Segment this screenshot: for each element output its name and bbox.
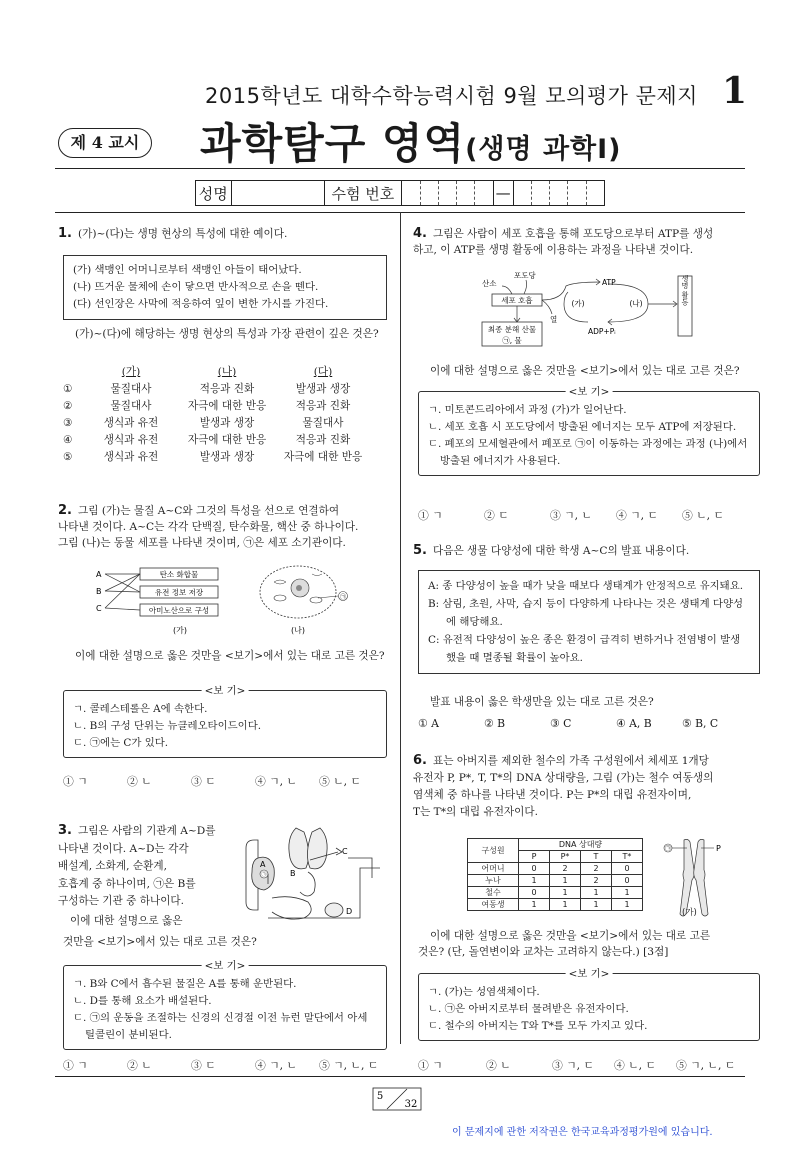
q2-fig-a: (가) — [173, 626, 187, 635]
exam-digit[interactable] — [402, 181, 420, 205]
option-cell: 적응과 진화 — [295, 434, 351, 446]
q6-bogi-box — [418, 968, 760, 1041]
option-mark: ① — [63, 383, 73, 395]
bogi-item: ㄱ. B와 C에서 흡수된 물질은 A를 통해 운반된다. — [73, 978, 297, 990]
q3-question: 이에 대한 설명으로 옳은 — [70, 914, 183, 927]
q4-na: (나) — [629, 299, 643, 308]
table-col-header: P — [519, 851, 550, 863]
q4-stem: 그림은 사람이 세포 호흡을 통해 포도당으로부터 ATP를 생성 — [432, 228, 714, 240]
q2-figure — [92, 560, 358, 638]
answer-choice[interactable]: ④ ㄱ, ㄷ — [616, 509, 658, 522]
q5-choices — [418, 717, 758, 730]
q3-question-2: 것만을 <보기>에서 있는 대로 고른 것은? — [63, 936, 257, 948]
q1-option-row[interactable] — [63, 415, 373, 432]
option-cell: 자극에 대한 반응 — [187, 400, 267, 412]
q1-header: (나) — [217, 366, 237, 378]
option-cell: 발생과 생장 — [295, 383, 351, 395]
q2-prop: 아미노산으로 구성 — [148, 606, 210, 615]
option-cell: 자극에 대한 반응 — [187, 434, 267, 446]
exam-digit[interactable] — [457, 181, 475, 205]
q2-question: 이에 대한 설명으로 옳은 것만을 <보기>에서 있는 대로 고른 것은? — [75, 650, 385, 662]
answer-choice[interactable]: ④ ㄱ, ㄴ — [255, 1059, 297, 1072]
question-4 — [413, 226, 753, 258]
answer-choice[interactable]: ② ㄴ — [486, 1059, 511, 1072]
q4-life: 생명 활동 — [681, 274, 689, 306]
question-1 — [58, 226, 388, 242]
q2-fig-b: (나) — [291, 626, 305, 635]
q2-number: 2. — [58, 503, 72, 518]
table-header: DNA 상대량 — [519, 839, 643, 851]
table-cell: 1 — [612, 899, 643, 911]
q4-glucose: 포도당 — [514, 271, 536, 280]
q3-organ-figure — [238, 818, 388, 928]
answer-choice[interactable]: ② ㄷ — [484, 509, 509, 522]
question-2 — [58, 503, 388, 551]
header-divider — [55, 168, 745, 169]
option-cell: 발생과 생장 — [199, 451, 255, 463]
q2-label-b: B — [96, 587, 102, 596]
subject-sub: (생명 과학Ⅰ) — [465, 134, 622, 165]
answer-choice[interactable]: ③ C — [550, 717, 572, 730]
option-cell: 물질대사 — [110, 400, 152, 412]
answer-choice[interactable]: ② ㄴ — [127, 775, 152, 788]
q2-stem: 그림 (나)는 동물 세포를 나타낸 것이며, ㉠은 세포 소기관이다. — [58, 537, 346, 549]
table-cell: 어머니 — [468, 863, 519, 875]
table-row — [468, 887, 643, 899]
bogi-item: ㄷ. ㉠의 운동을 조절하는 신경의 신경절 이전 뉴런 말단에서 아세틸콜린이 분비된다. — [73, 1012, 368, 1041]
q4-resp: 세포 호흡 — [501, 296, 533, 305]
answer-choice[interactable]: ② B — [484, 717, 506, 730]
question-5 — [413, 543, 753, 559]
q1-options-header — [63, 364, 373, 381]
q1-example: (나) 뜨거운 물체에 손이 닿으면 반사적으로 손을 뗀다. — [73, 281, 319, 293]
name-field[interactable] — [232, 181, 325, 205]
q6-question-line: 것은? (단, 돌연변이와 교차는 고려하지 않는다.) [3점] — [418, 946, 669, 958]
q4-figure — [478, 270, 708, 354]
option-mark: ⑤ — [63, 451, 73, 463]
table-cell: 1 — [581, 899, 612, 911]
option-cell: 물질대사 — [110, 383, 152, 395]
answer-choice[interactable]: ① ㄱ — [418, 509, 443, 522]
q1-options-table — [63, 364, 373, 466]
table-cell: 1 — [550, 887, 581, 899]
q6-stem: 표는 아버지를 제외한 철수의 가족 구성원에서 체세포 1개당 — [432, 755, 709, 767]
q3-bogi-box — [63, 960, 387, 1050]
q3-label-d: D — [346, 907, 353, 916]
question-6 — [413, 752, 753, 821]
option-mark: ② — [63, 400, 73, 412]
q6-stem: T는 T*의 대립 유전자이다. — [413, 806, 538, 818]
answer-choice[interactable]: ③ ㄱ, ㄴ — [550, 509, 592, 522]
q4-choices — [418, 508, 758, 523]
table-cell: 철수 — [468, 887, 519, 899]
answer-choice[interactable]: ③ ㄱ, ㄷ — [552, 1059, 594, 1072]
subject-title — [200, 111, 622, 171]
option-mark: ④ — [63, 434, 73, 446]
exam-digit[interactable] — [439, 181, 457, 205]
exam-no-label: 수험 번호 — [325, 181, 403, 205]
answer-choice[interactable]: ⑤ ㄱ, ㄴ, ㄷ — [676, 1059, 736, 1072]
exam-digit[interactable] — [568, 181, 586, 205]
question-3 — [58, 822, 238, 930]
table-cell: 0 — [612, 875, 643, 887]
option-mark: ③ — [63, 417, 73, 429]
answer-choice[interactable]: ⑤ B, C — [682, 717, 719, 730]
q4-atp: ATP — [602, 278, 616, 287]
answer-choice[interactable]: ⑤ ㄴ, ㄷ — [319, 775, 361, 788]
q4-bogi-box — [418, 386, 760, 476]
q1-header: (다) — [313, 366, 333, 378]
q3-label-b: B — [290, 869, 296, 878]
bogi-item: ㄱ. 콜레스테롤은 A에 속한다. — [73, 703, 208, 715]
footer-divider — [55, 1076, 745, 1077]
option-cell: 물질대사 — [302, 417, 344, 429]
bogi-item: ㄱ. (가)는 성염색체이다. — [428, 986, 540, 998]
bogi-title: <보 기> — [202, 958, 249, 975]
column-divider — [400, 212, 401, 1044]
q3-choices — [63, 1058, 393, 1073]
bogi-item: ㄴ. ㉠은 아버지로부터 물려받은 유전자이다. — [428, 1003, 629, 1015]
bogi-item: ㄷ. ㉠에는 C가 있다. — [73, 737, 169, 749]
q6-fig-label: (가) — [682, 908, 697, 918]
answer-choice[interactable]: ③ ㄷ — [191, 775, 216, 788]
answer-choice[interactable]: ① ㄱ — [418, 1059, 443, 1072]
q3-stem: 호흡계 중 하나이며, ㉠은 B를 — [58, 877, 196, 890]
table-cell: 0 — [519, 887, 550, 899]
table-cell: 2 — [581, 863, 612, 875]
page-number: 1 — [722, 70, 748, 112]
q4-stem: 하고, 이 ATP를 생명 활동에 이용하는 과정을 나타낸 것이다. — [413, 244, 694, 256]
bogi-title: <보 기> — [566, 966, 613, 983]
q3-stem: 그림은 사람의 기관계 A~D를 — [77, 825, 216, 837]
bogi-title: <보 기> — [202, 683, 249, 700]
q1-example: (다) 선인장은 사막에 적응하여 잎이 변한 가시를 가진다. — [73, 298, 329, 310]
name-exam-box — [195, 180, 605, 206]
exam-digit[interactable] — [550, 181, 568, 205]
q5-number: 5. — [413, 543, 427, 558]
q1-example-box — [63, 255, 387, 320]
answer-choice[interactable]: ① ㄱ — [63, 1059, 88, 1072]
bogi-item: ㄷ. 폐포의 모세혈관에서 폐포로 ㉠이 이동하는 과정에는 과정 (나)에서 방출된 에너지가 사용된다. — [428, 438, 748, 467]
exam-digit[interactable] — [587, 181, 604, 205]
q2-choices — [63, 774, 383, 789]
q2-stem: 나타낸 것이다. A~C는 각각 단백질, 탄수화물, 핵산 중 하나이다. — [58, 521, 359, 533]
exam-dash: — — [494, 181, 514, 205]
q6-number: 6. — [413, 753, 427, 768]
q4-final: 최종 분해 산물 — [487, 325, 537, 334]
q4-number: 4. — [413, 226, 427, 241]
q1-example: (가) 색맹인 어머니로부터 색맹인 아들이 태어났다. — [73, 264, 302, 276]
q6-choices — [418, 1058, 758, 1073]
page-indicator — [371, 1087, 423, 1111]
q1-header: (가) — [121, 366, 141, 378]
q2-label-a: A — [96, 570, 102, 579]
q5-statement: C: 유전적 다양성이 높은 종은 환경이 급격히 변하거나 전염병이 발생했을 때 멸종될 확률이 높아요. — [428, 634, 741, 664]
table-cell: 2 — [581, 875, 612, 887]
q3-stem: 구성하는 기관 중 하나이다. — [58, 895, 185, 907]
q5-stem: 다음은 생물 다양성에 대한 학생 A~C의 발표 내용이다. — [432, 545, 690, 557]
table-cell: 1 — [519, 899, 550, 911]
q6-dna-table — [467, 838, 643, 911]
q2-bogi-box — [63, 685, 387, 758]
exam-digit[interactable] — [532, 181, 550, 205]
q1-option-row[interactable] — [63, 432, 373, 449]
q4-final2: ㉠, 물 — [502, 336, 522, 345]
q1-stem: (가)~(다)는 생명 현상의 특성에 대한 예이다. — [77, 228, 288, 240]
bogi-item: ㄱ. 미토콘드리아에서 과정 (가)가 일어난다. — [428, 404, 627, 416]
q2-connector-lines — [105, 574, 140, 610]
q4-question: 이에 대한 설명으로 옳은 것만을 <보기>에서 있는 대로 고른 것은? — [430, 365, 740, 377]
exam-digit[interactable] — [421, 181, 439, 205]
copyright-notice: 이 문제지에 관한 저작권은 한국교육과정평가원에 있습니다. — [452, 1127, 713, 1138]
q2-prop: 유전 정보 저장 — [154, 588, 204, 597]
bogi-item: ㄴ. B의 구성 단위는 뉴클레오타이드이다. — [73, 720, 262, 732]
table-header: 구성원 — [468, 839, 519, 863]
q6-question-line: 이에 대한 설명으로 옳은 것만을 <보기>에서 있는 대로 고른 — [430, 930, 711, 942]
q2-label-c: C — [96, 604, 102, 613]
q6-stem: 유전자 P, P*, T, T*의 DNA 상대량을, 그림 (가)는 철수 여동생의 — [413, 772, 714, 784]
q3-marker: ㉠ — [261, 872, 267, 878]
bogi-item: ㄷ. 철수의 아버지는 T와 T*를 모두 가지고 있다. — [428, 1020, 648, 1032]
answer-choice[interactable]: ③ ㄷ — [191, 1059, 216, 1072]
q1-option-row[interactable] — [63, 398, 373, 415]
bogi-title: <보 기> — [566, 384, 613, 401]
option-cell: 생식과 유전 — [103, 451, 159, 463]
exam-title: 2015학년도 대학수학능력시험 9월 모의평가 문제지 — [205, 84, 698, 108]
q6-question — [418, 928, 758, 960]
q1-number: 1. — [58, 226, 72, 241]
q1-option-row[interactable] — [63, 449, 373, 466]
answer-choice[interactable]: ④ ㄴ, ㄷ — [614, 1059, 656, 1072]
q4-heat: 열 — [550, 315, 558, 324]
answer-choice[interactable]: ④ ㄱ, ㄴ — [255, 775, 297, 788]
table-cell: 누나 — [468, 875, 519, 887]
page-current: 5 — [376, 1091, 384, 1102]
exam-digit[interactable] — [475, 181, 493, 205]
table-cell: 2 — [550, 863, 581, 875]
q3-label-a: A — [260, 860, 266, 869]
exam-digit[interactable] — [514, 181, 532, 205]
q4-ga: (가) — [571, 299, 585, 308]
page-total: 32 — [404, 1099, 418, 1110]
q6-stem: 염색체 중 하나를 나타낸 것이다. P는 P*의 대립 유전자이며, — [413, 789, 692, 801]
answer-choice[interactable]: ⑤ ㄴ, ㄷ — [682, 509, 724, 522]
animal-cell-icon — [260, 566, 348, 618]
chromosome-icon — [664, 839, 714, 916]
q1-option-row[interactable] — [63, 381, 373, 398]
table-cell: 1 — [581, 887, 612, 899]
q1-question: (가)~(다)에 해당하는 생명 현상의 특성과 가장 관련이 깊은 것은? — [75, 328, 379, 340]
option-cell: 자극에 대한 반응 — [283, 451, 363, 463]
option-cell: 적응과 진화 — [199, 383, 255, 395]
q6-chromosome-figure — [662, 836, 732, 922]
table-cell: 0 — [612, 863, 643, 875]
answer-choice[interactable]: ⑤ ㄱ, ㄴ, ㄷ — [319, 1059, 379, 1072]
table-col-header: T* — [612, 851, 643, 863]
option-cell: 생식과 유전 — [103, 434, 159, 446]
q4-adp: ADP+Pᵢ — [588, 327, 616, 336]
q5-speech-box — [418, 570, 760, 674]
bogi-item: ㄴ. D를 통해 요소가 배설된다. — [73, 995, 212, 1007]
answer-choice[interactable]: ④ A, B — [616, 717, 652, 730]
q5-question: 발표 내용이 옳은 학생만을 있는 대로 고른 것은? — [430, 696, 654, 708]
q2-marker: ㉠ — [339, 594, 347, 601]
session-badge: 제 4 교시 — [58, 128, 152, 158]
q3-stem: 배설계, 소화계, 순환계, — [58, 860, 167, 872]
option-cell: 생식과 유전 — [103, 417, 159, 429]
bogi-item: ㄴ. 세포 호흡 시 포도당에서 방출된 에너지는 모두 ATP에 저장된다. — [428, 421, 737, 433]
q2-stem: 그림 (가)는 물질 A~C와 그것의 특성을 선으로 연결하여 — [77, 505, 340, 517]
table-row — [468, 899, 643, 911]
subject-main: 과학탐구 영역 — [200, 119, 466, 168]
table-cell: 1 — [519, 875, 550, 887]
q3-label-c: C — [342, 847, 348, 856]
answer-choice[interactable]: ① ㄱ — [63, 775, 88, 788]
table-cell: 1 — [550, 899, 581, 911]
q5-statement: B: 삼림, 초원, 사막, 습지 등이 다양하게 나타나는 것은 생태계 다양성에 해당해요. — [428, 598, 744, 628]
table-col-header: P* — [550, 851, 581, 863]
table-cell: 0 — [519, 863, 550, 875]
name-label: 성명 — [196, 181, 232, 205]
answer-choice[interactable]: ② ㄴ — [127, 1059, 152, 1072]
option-cell: 적응과 진화 — [295, 400, 351, 412]
table-cell: 1 — [612, 887, 643, 899]
table-row — [468, 875, 643, 887]
answer-choice[interactable]: ① A — [418, 717, 439, 730]
table-row — [468, 863, 643, 875]
table-cell: 1 — [550, 875, 581, 887]
q3-stem: 나타낸 것이다. A~D는 각각 — [58, 842, 189, 855]
q6-label-p: P — [716, 844, 721, 853]
option-cell: 발생과 생장 — [199, 417, 255, 429]
q2-prop: 탄소 화합물 — [159, 570, 199, 579]
q4-oxygen: 산소 — [482, 279, 497, 288]
q3-number: 3. — [58, 823, 72, 838]
q5-statement: A: 종 다양성이 높을 때가 낮을 때보다 생태계가 안정적으로 유지돼요. — [428, 580, 744, 592]
table-cell: 여동생 — [468, 899, 519, 911]
table-col-header: T — [581, 851, 612, 863]
q6-marker: ㉠ — [664, 845, 672, 853]
